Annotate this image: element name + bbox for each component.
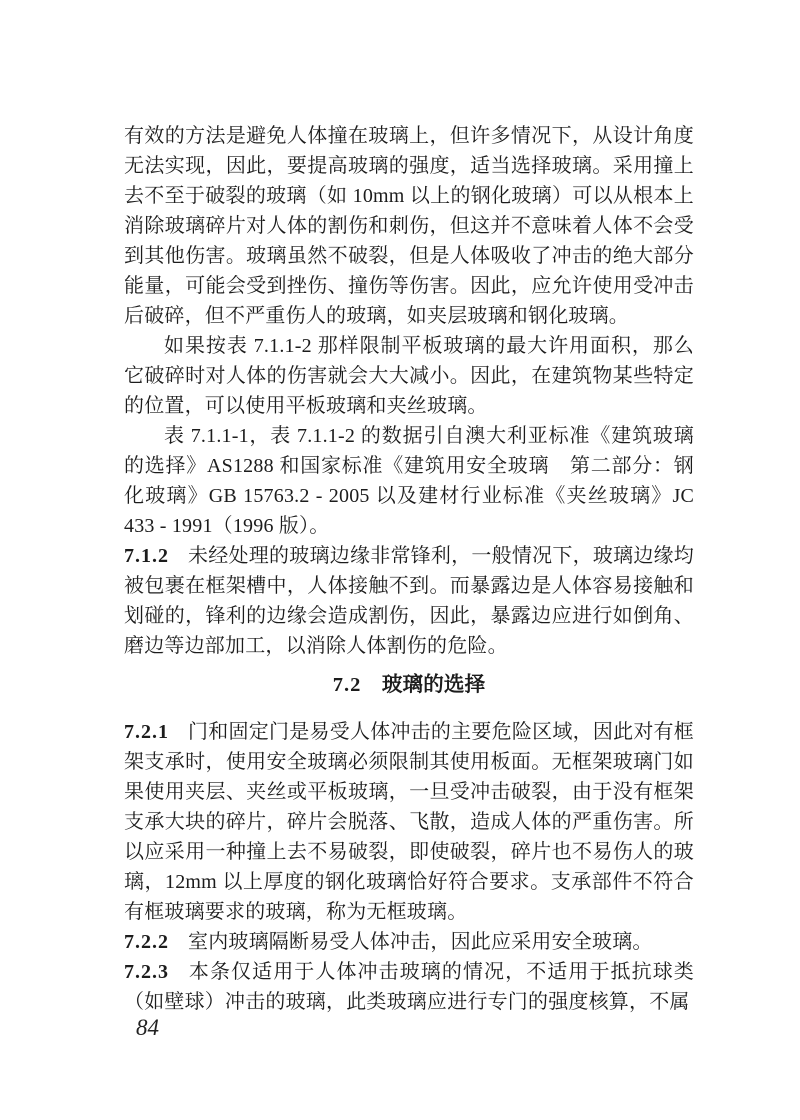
clause-number: 7.1.2 bbox=[124, 545, 169, 567]
clause-number: 7.2.3 bbox=[124, 961, 169, 983]
clause-number: 7.2.1 bbox=[124, 721, 169, 743]
section-heading-title: 玻璃的选择 bbox=[381, 674, 486, 696]
page-number: 84 bbox=[136, 1015, 159, 1040]
clause-7-1-2 bbox=[124, 541, 694, 661]
document-body bbox=[124, 121, 694, 1017]
clause-7-2-3 bbox=[124, 957, 694, 1017]
clause-text: 门和固定门是易受人体冲击的主要危险区域，因此对有框架支承时，使用安全玻璃必须限制其使用板面。无框架玻璃门如果使用夹层、夹丝或平板玻璃，一旦受冲击破裂，由于没有框架支承大块的碎片，碎片会脱落、飞散，造成人体的严重伤害。所以应采用一种撞上去不易破裂，即使破裂，碎片也不易伤人的玻璃，12mm 以上厚度的钢化玻璃恰好符合要求。支承部件不符合有框玻璃要求的玻璃，称为无框玻璃。 bbox=[124, 721, 694, 923]
clause-text: 本条仅适用于人体冲击玻璃的情况，不适用于抵抗球类（如壁球）冲击的玻璃，此类玻璃应进行专门的强度核算，不属 bbox=[124, 961, 694, 1013]
clause-7-2-2 bbox=[124, 927, 694, 957]
clause-7-2-1 bbox=[124, 717, 694, 927]
section-heading-number: 7.2 bbox=[332, 674, 362, 696]
clause-text: 室内玻璃隔断易受人体冲击，因此应采用安全玻璃。 bbox=[188, 931, 653, 953]
clause-text: 未经处理的玻璃边缘非常锋利，一般情况下，玻璃边缘均被包裹在框架槽中，人体接触不到。而暴露边是人体容易接触和划碰的，锋利的边缘会造成割伤，因此，暴露边应进行如倒角、磨边等边部加工，以消除人体割伤的危险。 bbox=[124, 545, 694, 657]
section-heading-7-2 bbox=[124, 670, 694, 700]
clause-number: 7.2.2 bbox=[124, 931, 169, 953]
paragraph-standards-reference: 表 7.1.1-1，表 7.1.1-2 的数据引自澳大利亚标准《建筑玻璃的选择》AS1288 和国家标准《建筑用安全玻璃 第二部分：钢化玻璃》GB 15763.2 - 2005 以及建材行业标准《夹丝玻璃》JC 433 - 1991（1996 版）。 bbox=[124, 425, 694, 537]
paragraph-continuation: 有效的方法是避免人体撞在玻璃上，但许多情况下，从设计角度无法实现，因此，要提高玻璃的强度，适当选择玻璃。采用撞上去不至于破裂的玻璃（如 10mm 以上的钢化玻璃）可以从根本上消除玻璃碎片对人体的割伤和刺伤，但这并不意味着人体不会受到其他伤害。玻璃虽然不破裂，但是人体吸收了冲击的绝大部分能量，可能会受到挫伤、撞伤等伤害。因此，应允许使用受冲击后破碎，但不严重伤人的玻璃，如夹层玻璃和钢化玻璃。 bbox=[124, 125, 694, 327]
paragraph: 如果按表 7.1.1-2 那样限制平板玻璃的最大许用面积，那么它破碎时对人体的伤害就会大大减小。因此，在建筑物某些特定的位置，可以使用平板玻璃和夹丝玻璃。 bbox=[124, 335, 694, 417]
